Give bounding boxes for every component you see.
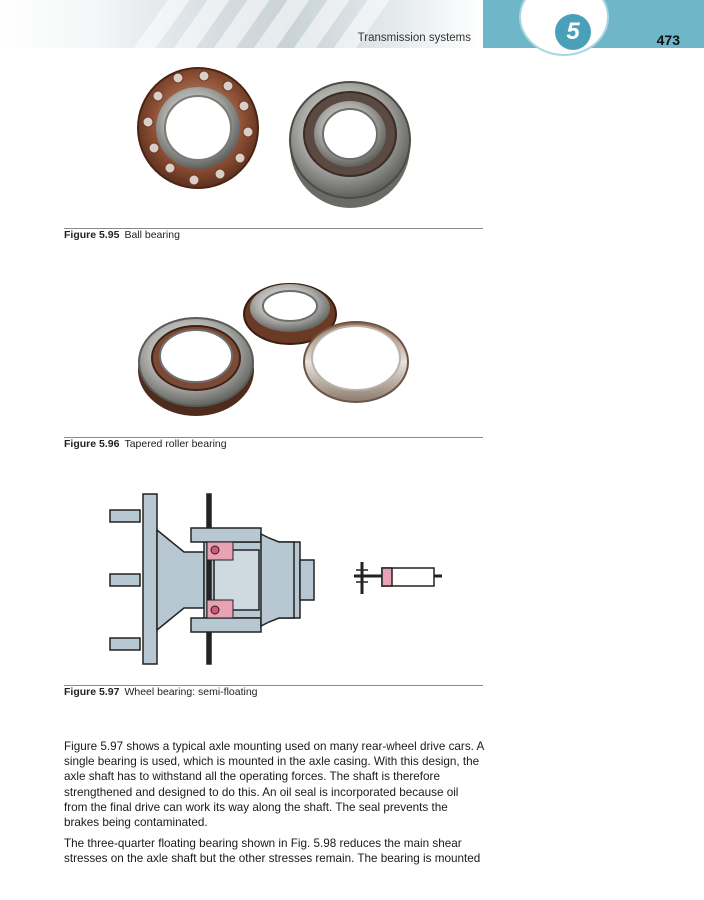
chapter-tab bbox=[483, 0, 704, 48]
figure-caption-text: Ball bearing bbox=[124, 229, 180, 241]
axle-casing bbox=[191, 494, 294, 664]
tapered-bearing-cup bbox=[304, 322, 408, 402]
tapered-bearing-assembly bbox=[138, 318, 254, 416]
header-band bbox=[0, 0, 483, 48]
ball-bearing-photo bbox=[64, 62, 483, 222]
wheel-hub-studs bbox=[110, 494, 157, 664]
figure-caption-text: Tapered roller bearing bbox=[124, 438, 227, 450]
ball-bearing-left bbox=[138, 68, 258, 188]
chapter-number: 5 bbox=[555, 14, 591, 50]
figure-number: Figure 5.97 bbox=[64, 686, 120, 698]
figure-tapered-roller-bearing bbox=[64, 272, 483, 454]
ball-bearing-right bbox=[290, 82, 410, 208]
tapered-roller-bearing-photo bbox=[64, 272, 483, 432]
figure-caption bbox=[64, 438, 227, 450]
body-text bbox=[64, 739, 484, 873]
small-schematic bbox=[354, 562, 442, 594]
figure-caption-text: Wheel bearing: semi-floating bbox=[124, 686, 258, 698]
figure-caption bbox=[64, 686, 258, 698]
figure-number: Figure 5.96 bbox=[64, 438, 120, 450]
figure-ball-bearing bbox=[64, 62, 483, 244]
section-title: Transmission systems bbox=[357, 32, 471, 44]
body-paragraph: The three-quarter floating bearing shown in Fig. 5.98 reduces the main shear stresses on the axle shaft but the other stresses remain. The bearing is mounted bbox=[64, 837, 481, 866]
figure-caption bbox=[64, 229, 180, 241]
wheel-bearing-diagram bbox=[64, 490, 483, 680]
body-paragraph: Figure 5.97 shows a typical axle mounting used on many rear-wheel drive cars. A single bearing is used, which is mounted in the axle casing. With this design, the axle shaft has to withstand all the operating forces. The shaft is therefore strengthened and designed to do this. An oil seal is incorporated because oil from the final drive can work its way along the shaft. The seal prevents the brakes being contaminated. bbox=[64, 740, 484, 830]
figure-wheel-bearing bbox=[64, 490, 483, 705]
page-number: 473 bbox=[656, 32, 680, 48]
figure-number: Figure 5.95 bbox=[64, 229, 120, 241]
